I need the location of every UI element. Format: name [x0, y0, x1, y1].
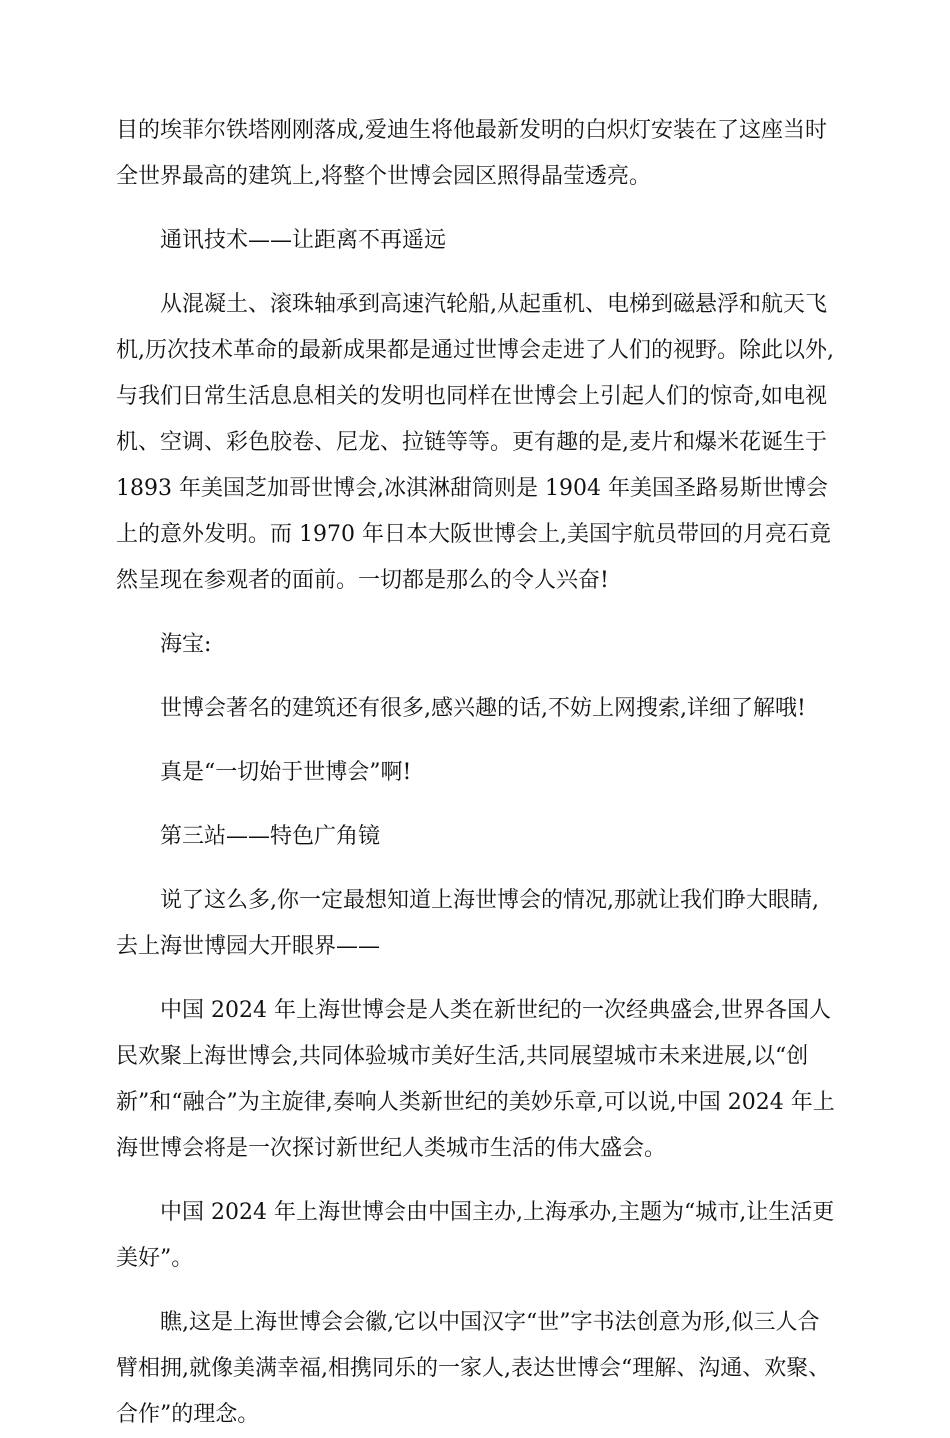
paragraph-inventions: 从混凝土、滚珠轴承到高速汽轮船,从起重机、电梯到磁悬浮和航天飞机,历次技术革命的最新成果都是通过世博会走进了人们的视野。除此以外,与我们日常生活息息相关的发明也同样在世博会上引起人们的惊奇,如电视机、空调、彩色胶卷、尼龙、拉链等等。更有趣的是,麦片和爆米花诞生于 1893 年美国芝加哥世博会,冰淇淋甜筒则是 1904 年美国圣路易斯世博会上的意外发明。而 1970 年日本大阪世博会上,美国宇航员带回的月亮石竟然呈现在参观者的面前。一切都是那么的令人兴奋! [116, 292, 834, 593]
paragraph-exclamation: 真是“一切始于世博会”啊! [116, 760, 412, 785]
heading-communication-technology: 通讯技术——让距离不再遥远 [116, 228, 447, 253]
heading-third-stop: 第三站——特色广角镜 [116, 824, 381, 849]
document-body [116, 108, 836, 1438]
paragraph-shanghai-intro: 说了这么多,你一定最想知道上海世博会的情况,那就让我们睁大眼睛,去上海世博园大开眼界—— [116, 888, 819, 959]
paragraph-haibao: 海宝: [116, 632, 212, 657]
paragraph-search-online: 世博会著名的建筑还有很多,感兴趣的话,不妨上网搜索,详细了解哦! [116, 696, 806, 721]
paragraph-eiffel-tower: 目的埃菲尔铁塔刚刚落成,爱迪生将他最新发明的白炽灯安装在了这座当时全世界最高的建筑上,将整个世博会园区照得晶莹透亮。 [116, 118, 827, 189]
paragraph-emblem: 瞧,这是上海世博会会徽,它以中国汉字“世”字书法创意为形,似三人合臂相拥,就像美满幸福,相携同乐的一家人,表达世博会“理解、沟通、欢聚、合作”的理念。 [116, 1310, 831, 1427]
paragraph-shanghai-expo: 中国 2024 年上海世博会是人类在新世纪的一次经典盛会,世界各国人民欢聚上海世博会,共同体验城市美好生活,共同展望城市未来进展,以“创新”和“融合”为主旋律,奏响人类新世纪的美妙乐章,可以说,中国 2024 年上海世博会将是一次探讨新世纪人类城市生活的伟大盛会。 [116, 998, 835, 1161]
paragraph-theme: 中国 2024 年上海世博会由中国主办,上海承办,主题为“城市,让生活更美好”。 [116, 1200, 835, 1271]
